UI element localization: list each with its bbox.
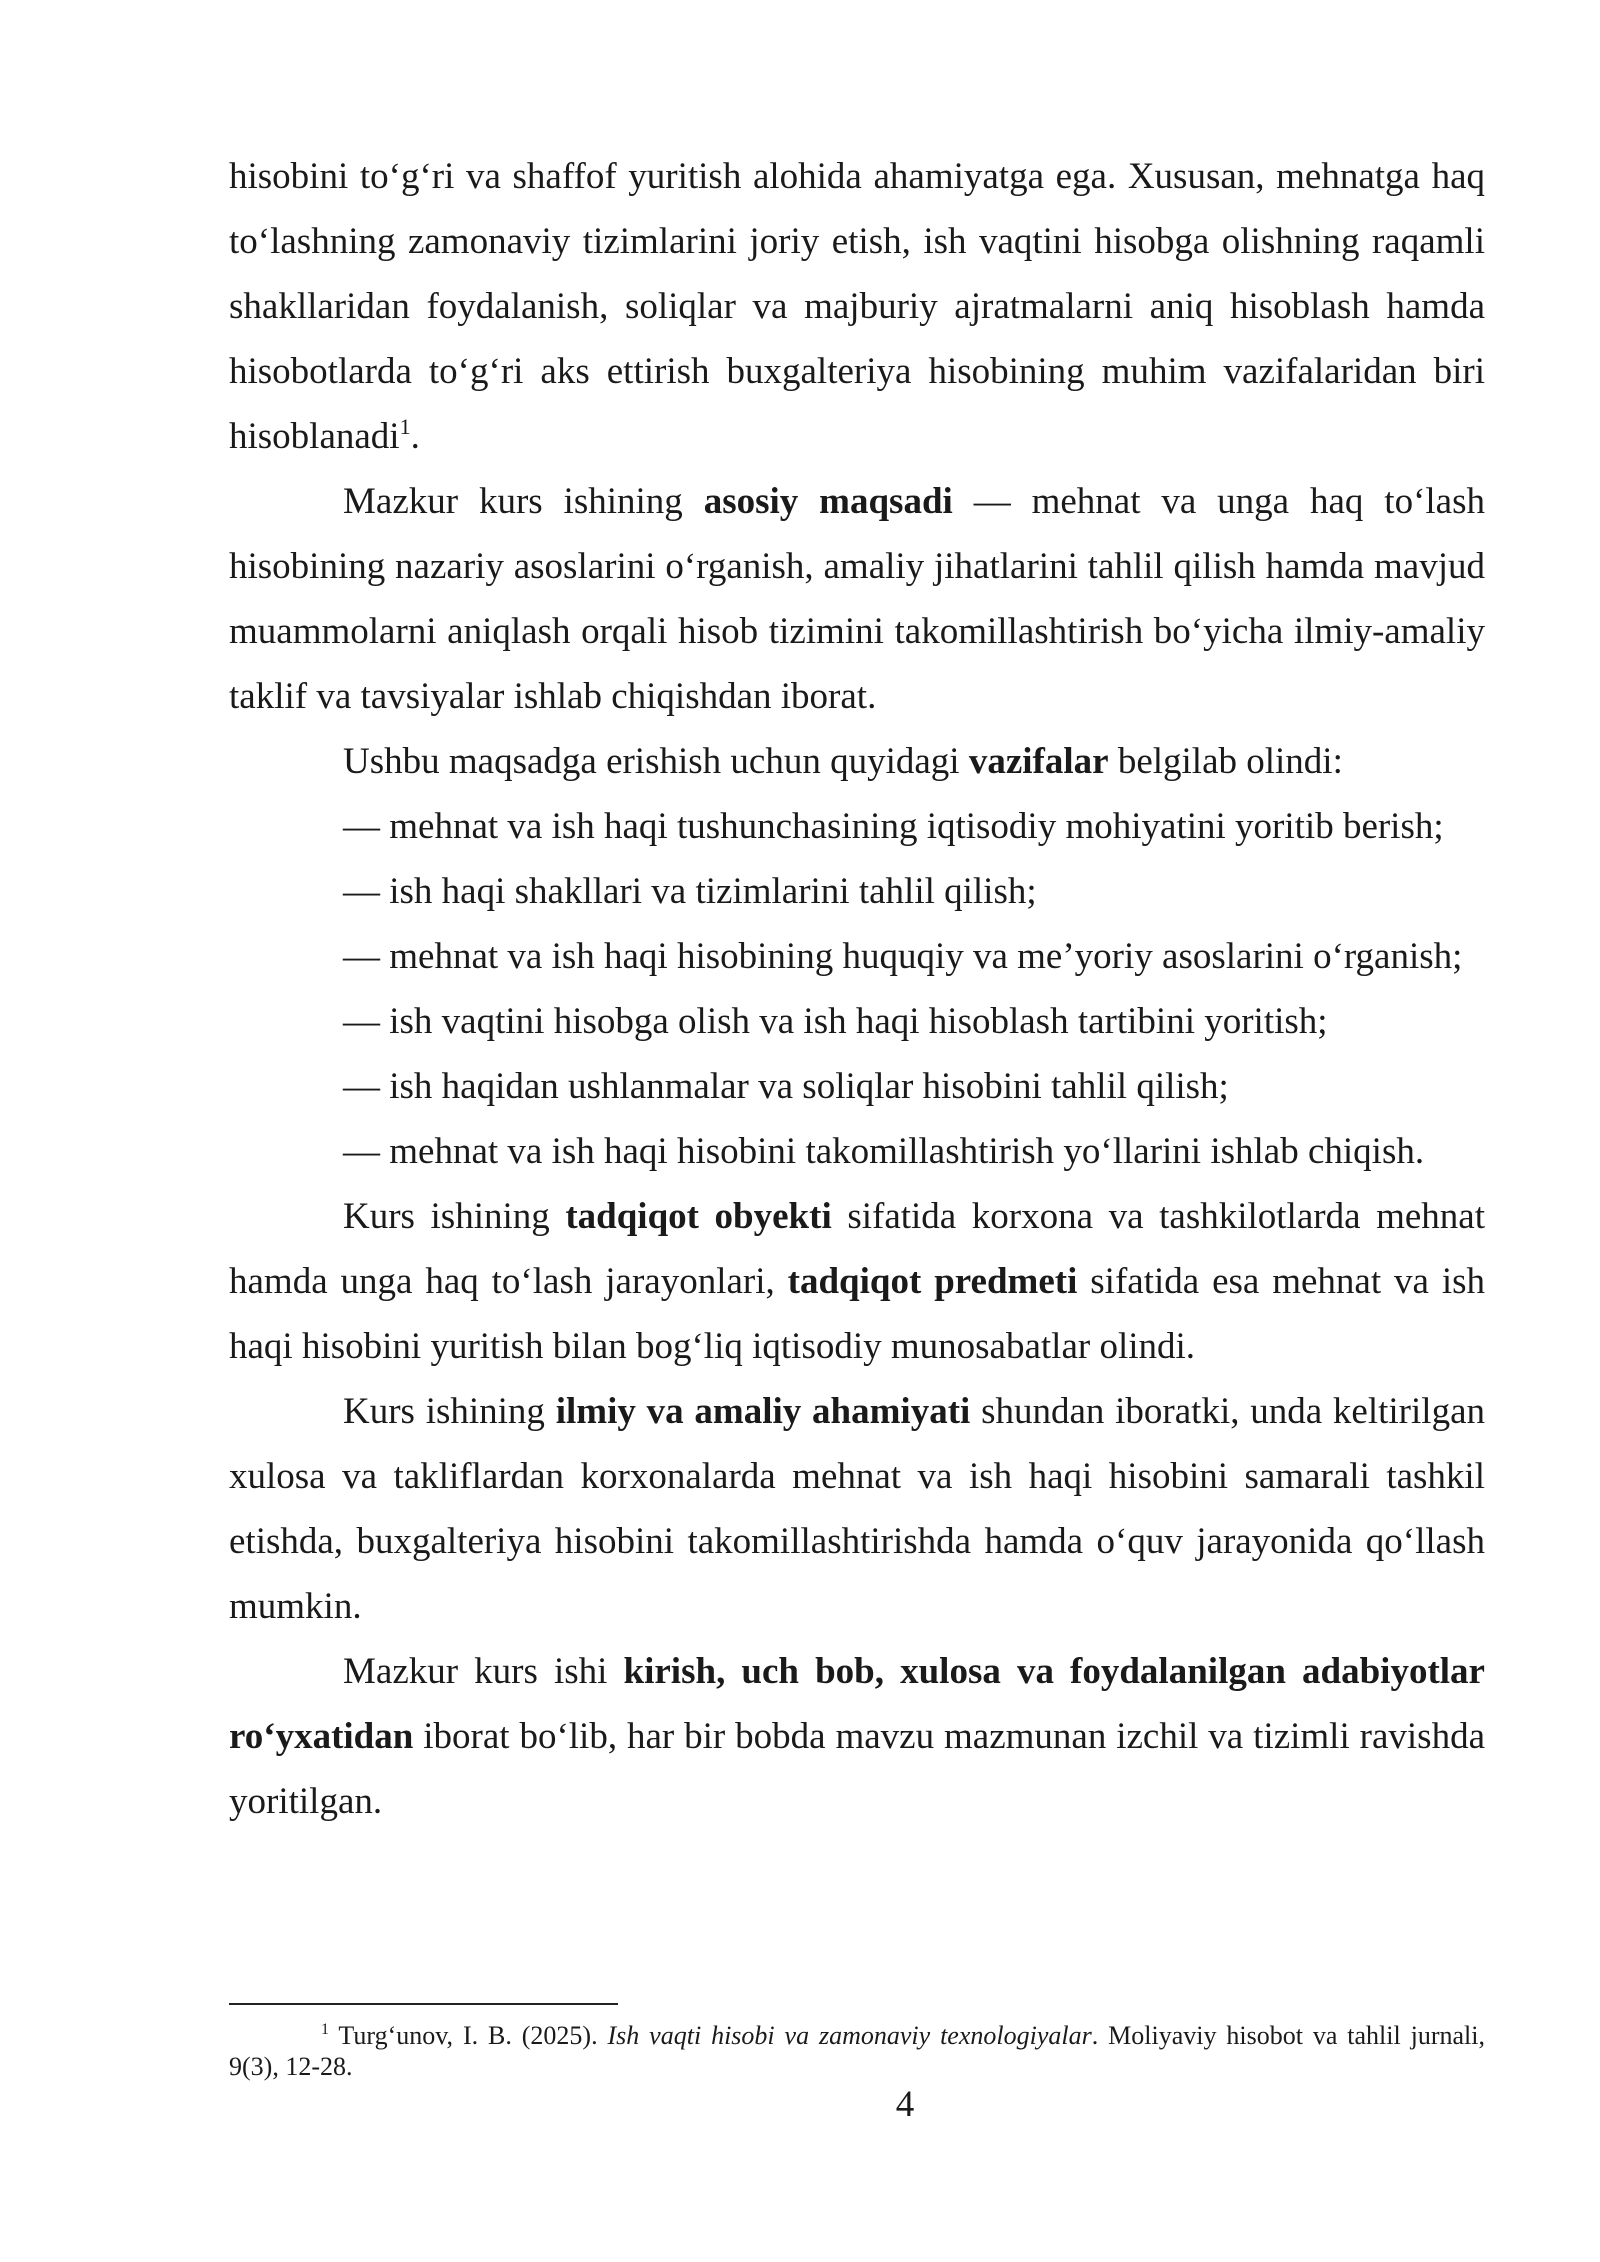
paragraph-text: hisobini to‘g‘ri va shaffof yuritish alohida ahamiyatga ega. Xususan, mehnatga haq to‘lashning zamonaviy tizimlarini joriy etish, ish vaqtini hisobga olishning raqamli shakllaridan foydalanish, soliqlar va majburiy ajratmalarni aniq hisoblash hamda hisobotlarda to‘g‘ri aks ettirish buxgalteriya hisobining muhim vazifalaridan biri hisoblanadi [229,156,1485,457]
bold-term: ilmiy va amaliy ahamiyati [555,1391,971,1432]
paragraph-object-subject [229,1184,1485,1379]
list-item: — ish vaqtini hisobga olish va ish haqi hisoblash tartibini yoritish; [343,1001,1328,1042]
bold-term: asosiy maqsadi [703,481,953,522]
list-item: — mehnat va ish haqi tushunchasining iqtisodiy mohiyatini yoritib berish; [343,806,1444,847]
text-run: Kurs ishining [343,1196,566,1237]
list-item: — mehnat va ish haqi hisobining huquqiy va me’yoriy asoslarini o‘rganish; [343,936,1463,977]
page-number: 4 [895,2084,915,2125]
footnote-separator [229,2003,618,2005]
text-run: Kurs ishining [343,1391,556,1432]
paragraph-tasks-intro [229,729,1485,794]
paragraph-end: . [410,416,420,457]
bold-term: tadqiqot predmeti [787,1261,1078,1302]
text-run: sifatida korxona va tashkilotlarda mehnat hamda unga haq to‘lash jarayonlari, [229,1196,1485,1302]
text-run: Ushbu maqsadga erishish uchun quyidagi [343,741,969,782]
paragraph-intro-continuation [229,144,1485,469]
bold-term: vazifalar [968,741,1109,782]
footnote-mark: 1 [321,2021,329,2038]
text-run: iborat bo‘lib, har bir bobda mavzu mazmunan izchil va tizimli ravishda yoritilgan. [229,1716,1485,1822]
footnote-reference[interactable]: 1 [399,414,411,439]
paragraph-structure [229,1639,1485,1834]
footnote-mark-wrap [229,2021,329,2050]
footnote-author: Turg‘unov, I. B. (2025). [329,2021,608,2050]
list-item: — ish haqi shakllari va tizimlarini tahlil qilish; [343,871,1037,912]
footnote-title: Ish vaqti hisobi va zamonaviy texnologiyalar [607,2021,1092,2050]
list-item: — mehnat va ish haqi hisobini takomillashtirish yo‘llarini ishlab chiqish. [343,1131,1425,1172]
text-run: sifatida esa mehnat va ish haqi hisobini yuritish bilan bog‘liq iqtisodiy munosabatlar olindi. [229,1261,1485,1367]
footnote [229,2020,1485,2082]
paragraph-significance [229,1379,1485,1639]
bold-term: kirish, uch bob, xulosa va foydalanilgan adabiyotlar ro‘yxatidan [229,1651,1485,1757]
list-item: — ish haqidan ushlanmalar va soliqlar hisobini tahlil qilish; [343,1066,1229,1107]
bold-term: tadqiqot obyekti [565,1196,832,1237]
text-run: Mazkur kurs ishining [343,481,704,522]
paragraph-aim [229,469,1485,729]
text-run: Mazkur kurs ishi [343,1651,624,1692]
footnote-source: . Moliyaviy hisobot va tahlil jurnali, 9(3), 12-28. [229,2021,1485,2081]
text-run: — mehnat va unga haq to‘lash hisobining nazariy asoslarini o‘rganish, amaliy jihatlarini tahlil qilish hamda mavjud muammolarni aniqlash orqali hisob tizimini takomillashtirish bo‘yicha ilmiy-amaliy taklif va tavsiyalar ishlab chiqishdan iborat. [229,481,1486,717]
text-run: shundan iboratki, unda keltirilgan xulosa va takliflardan korxonalarda mehnat va ish haqi hisobini samarali tashkil etishda, buxgalteriya hisobini takomillashtirishda hamda o‘quv jarayonida qo‘llash mumkin. [229,1391,1485,1627]
body-text [229,144,1485,1834]
text-run: belgilab olindi: [1108,741,1343,782]
